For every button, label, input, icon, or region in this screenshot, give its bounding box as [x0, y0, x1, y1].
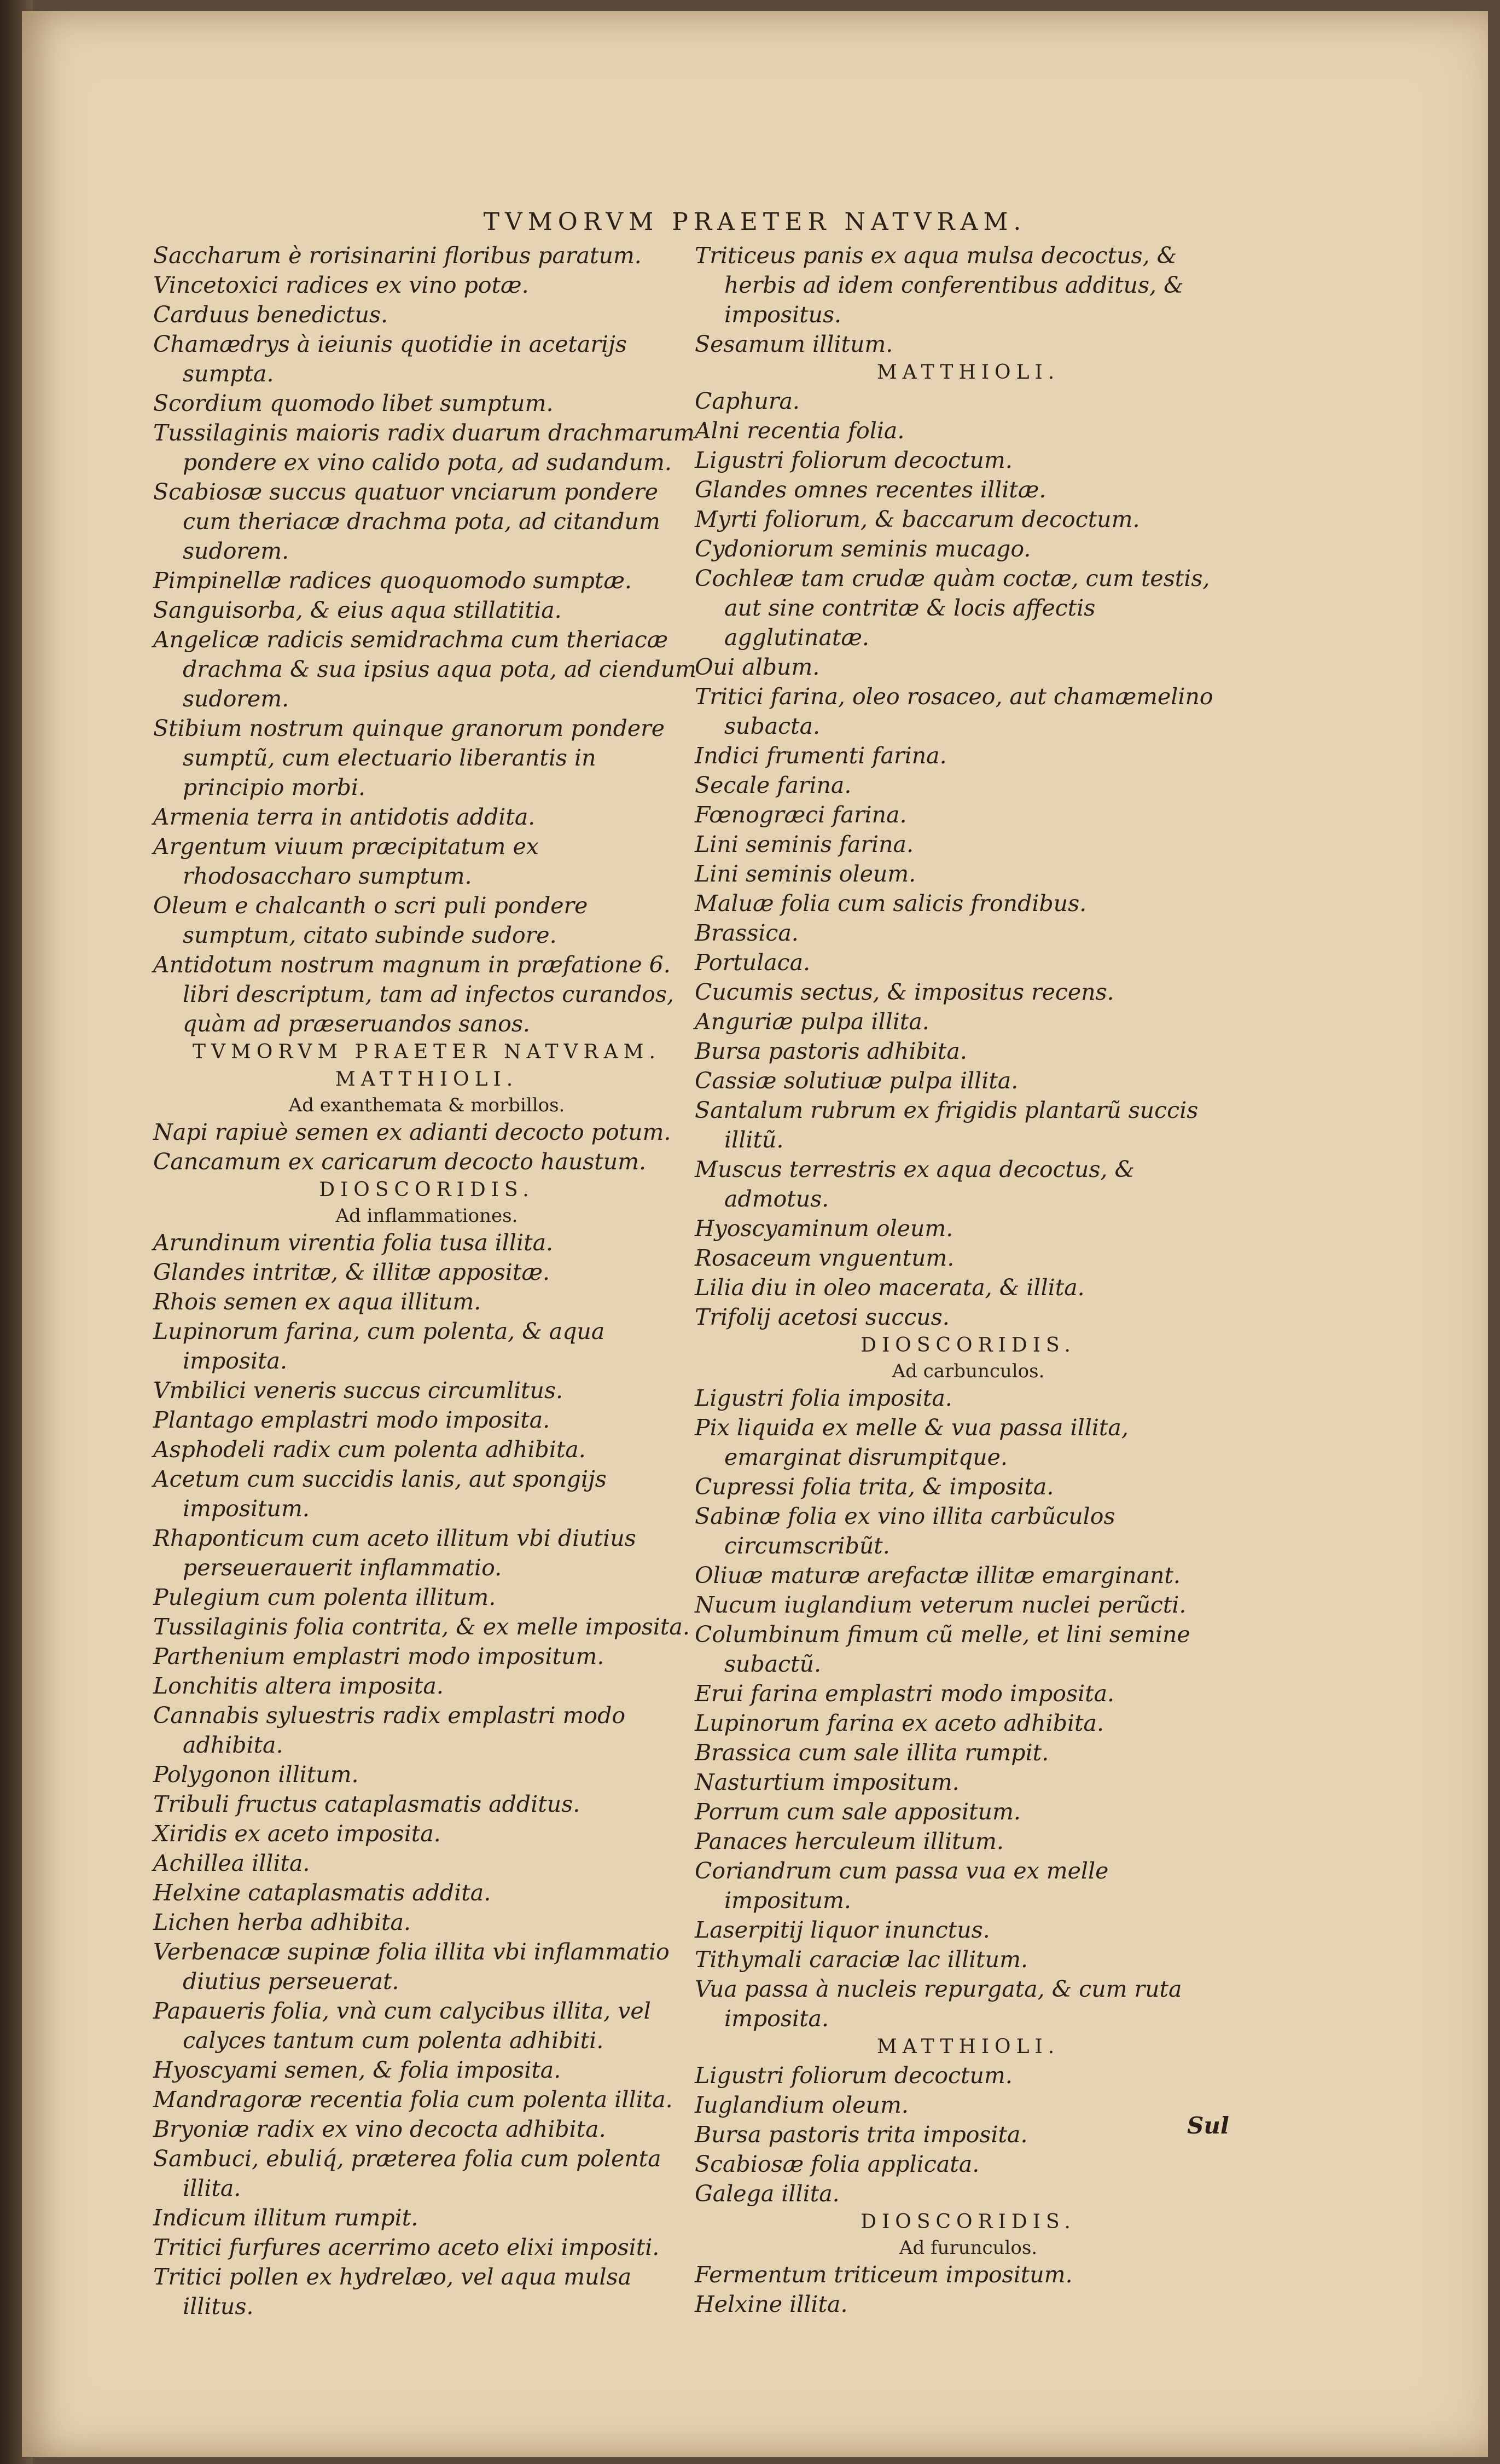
remedy-entry: Xiridis ex aceto imposita.	[153, 1821, 441, 1847]
remedy-entry: Angelicæ radicis semidrachma cum theriacæ drachma & sua ipsius aqua pota, ad ciendum sudorem.	[153, 627, 696, 712]
remedy-entry: Vua passa à nucleis repurgata, & cum ruta imposita.	[695, 1976, 1182, 2032]
remedy-entry: Cannabis syluestris radix emplastri modo adhibita.	[153, 1702, 626, 1758]
remedy-entry: Helxine illita.	[695, 2291, 848, 2317]
remedy-entry: Lini seminis farina.	[695, 831, 914, 857]
section-heading: MATTHIOLI.	[876, 2036, 1060, 2058]
remedy-entry: Lupinorum farina ex aceto adhibita.	[695, 1710, 1104, 1736]
remedy-entry: Columbinum fimum cũ melle, et lini semine subactũ.	[695, 1621, 1190, 1677]
remedy-entry: Anguriæ pulpa illita.	[695, 1008, 929, 1035]
remedy-entry: Fœnogræci farina.	[695, 802, 907, 828]
remedy-entry: Tussilaginis maioris radix duarum drachmarum pondere ex vino calido pota, ad sudandum.	[153, 420, 695, 476]
remedy-entry: Oui album.	[695, 654, 820, 680]
remedy-entry: Lupinorum farina, cum polenta, & aqua imposita.	[153, 1318, 605, 1374]
section-subheading: Ad exanthemata & morbillos.	[288, 1094, 565, 1116]
section-heading: DIOSCORIDIS.	[319, 1179, 534, 1201]
remedy-entry: Ligustri folia imposita.	[695, 1385, 952, 1411]
remedy-entry: Brassica.	[695, 920, 799, 946]
remedy-entry: Polygonon illitum.	[153, 1761, 359, 1788]
remedy-entry: Glandes omnes recentes illitæ.	[695, 477, 1046, 503]
remedy-entry: Trifolij acetosi succus.	[695, 1304, 950, 1330]
running-head: TVMORVM PRAETER NATVRAM.	[483, 208, 1027, 236]
remedy-entry: Myrti foliorum, & baccarum decoctum.	[695, 506, 1140, 532]
remedy-entry: Ligustri foliorum decoctum.	[695, 447, 1013, 473]
remedy-entry: Achillea illita.	[153, 1850, 310, 1876]
section-heading: DIOSCORIDIS.	[861, 1334, 1076, 1356]
remedy-entry: Acetum cum succidis lanis, aut spongijs impositum.	[153, 1466, 607, 1522]
remedy-entry: Stibium nostrum quinque granorum pondere sumptũ, cum electuario liberantis in principio morbi.	[153, 715, 665, 801]
remedy-entry: Caphura.	[695, 388, 800, 414]
section-subheading: Ad furunculos.	[899, 2237, 1038, 2259]
remedy-entry: Argentum viuum præcipitatum ex rhodosaccharo sumptum.	[153, 833, 539, 889]
remedy-entry: Antidotum nostrum magnum in præfatione 6. libri descriptum, tam ad infectos curandos, quàm ad præseruandos sanos.	[153, 952, 675, 1037]
remedy-entry: Tritici farina, oleo rosaceo, aut chamæmelino subacta.	[695, 683, 1213, 739]
remedy-entry: Saccharum è rorisinarini floribus paratum.	[153, 242, 642, 269]
section-heading: TVMORVM PRAETER NATVRAM.	[193, 1041, 661, 1063]
remedy-entry: Sesamum illitum.	[695, 331, 893, 357]
remedy-entry: Sabinæ folia ex vino illita carbũculos circumscribũt.	[695, 1503, 1115, 1559]
remedy-entry: Lini seminis oleum.	[695, 861, 916, 887]
remedy-entry: Verbenacæ supinæ folia illita vbi inflammatio diutius perseuerat.	[153, 1939, 670, 1995]
section-heading: DIOSCORIDIS.	[861, 2211, 1076, 2233]
remedy-entry: Vincetoxici radices ex vino potæ.	[153, 272, 529, 298]
remedy-entry: Nasturtium impositum.	[695, 1769, 960, 1795]
remedy-entry: Pimpinellæ radices quoquomodo sumptæ.	[153, 567, 632, 594]
remedy-entry: Arundinum virentia folia tusa illita.	[153, 1230, 554, 1256]
remedy-entry: Vmbilici veneris succus circumlitus.	[153, 1377, 563, 1404]
remedy-entry: Erui farina emplastri modo imposita.	[695, 1680, 1115, 1707]
section-subheading: Ad carbunculos.	[892, 1360, 1045, 1382]
remedy-entry: Alni recentia folia.	[695, 418, 905, 444]
remedy-entry: Cupressi folia trita, & imposita.	[695, 1474, 1054, 1500]
remedy-entry: Pix liquida ex melle & vua passa illita, emarginat disrumpitque.	[695, 1414, 1129, 1470]
remedy-entry: Nucum iuglandium veterum nuclei perũcti.	[695, 1592, 1187, 1618]
remedy-entry: Rhois semen ex aqua illitum.	[153, 1289, 481, 1315]
remedy-entry: Hyoscyaminum oleum.	[695, 1215, 954, 1242]
remedy-entry: Papaueris folia, vnà cum calycibus illita, vel calyces tantum cum polenta adhibiti.	[153, 1998, 651, 2054]
catchword: Sul	[1187, 2112, 1229, 2139]
remedy-entry: Coriandrum cum passa vua ex melle impositum.	[695, 1858, 1109, 1914]
remedy-entry: Parthenium emplastri modo impositum.	[153, 1643, 604, 1669]
remedy-entry: Scordium quomodo libet sumptum.	[153, 390, 554, 416]
remedy-entry: Cucumis sectus, & impositus recens.	[695, 979, 1114, 1005]
remedy-entry: Tussilaginis folia contrita, & ex melle imposita.	[153, 1614, 690, 1640]
right-column	[695, 241, 1242, 2319]
remedy-entry: Cydoniorum seminis mucago.	[695, 536, 1031, 562]
remedy-entry: Cochleæ tam crudæ quàm coctæ, cum testis, aut sine contritæ & locis affectis agglutinatæ.	[695, 565, 1210, 651]
remedy-entry: Hyoscyami semen, & folia imposita.	[153, 2057, 561, 2083]
remedy-entry: Sambuci, ebuliq́, præterea folia cum polenta illita.	[153, 2146, 661, 2201]
remedy-entry: Lonchitis altera imposita.	[153, 1673, 444, 1699]
remedy-entry: Tribuli fructus cataplasmatis additus.	[153, 1791, 580, 1817]
remedy-entry: Bursa pastoris trita imposita.	[695, 2121, 1028, 2148]
remedy-entry: Laserpitij liquor inunctus.	[695, 1917, 990, 1943]
remedy-entry: Ligustri foliorum decoctum.	[695, 2062, 1013, 2089]
book-page	[22, 11, 1488, 2457]
remedy-entry: Portulaca.	[695, 949, 811, 976]
section-subheading: Ad inflammationes.	[335, 1205, 518, 1227]
remedy-entry: Triticeus panis ex aqua mulsa decoctus, & herbis ad idem conferentibus additus, & impositus.	[695, 242, 1184, 328]
remedy-entry: Pulegium cum polenta illitum.	[153, 1584, 496, 1610]
remedy-entry: Tithymali caraciæ lac illitum.	[695, 1946, 1028, 1973]
remedy-entry: Glandes intritæ, & illitæ appositæ.	[153, 1259, 550, 1285]
remedy-entry: Bryoniæ radix ex vino decocta adhibita.	[153, 2116, 606, 2142]
remedy-entry: Scabiosæ succus quatuor vnciarum pondere cum theriacæ drachma pota, ad citandum sudorem.	[153, 479, 660, 564]
remedy-entry: Rosaceum vnguentum.	[695, 1245, 955, 1271]
remedy-entry: Napi rapiuè semen ex adianti decocto potum.	[153, 1119, 671, 1145]
remedy-entry: Porrum cum sale appositum.	[695, 1799, 1021, 1825]
remedy-entry: Mandragoræ recentia folia cum polenta illita.	[153, 2086, 673, 2113]
remedy-entry: Maluæ folia cum salicis frondibus.	[695, 890, 1087, 917]
remedy-entry: Cassiæ solutiuæ pulpa illita.	[695, 1068, 1019, 1094]
remedy-entry: Scabiosæ folia applicata.	[695, 2151, 980, 2177]
remedy-entry: Bursa pastoris adhibita.	[695, 1038, 967, 1064]
remedy-entry: Indici frumenti farina.	[695, 743, 947, 769]
remedy-entry: Carduus benedictus.	[153, 302, 388, 328]
remedy-entry: Secale farina.	[695, 772, 852, 798]
remedy-entry: Cancamum ex caricarum decocto haustum.	[153, 1149, 647, 1175]
remedy-entry: Asphodeli radix cum polenta adhibita.	[153, 1436, 586, 1463]
remedy-entry: Armenia terra in antidotis addita.	[153, 804, 536, 830]
remedy-entry: Iuglandium oleum.	[695, 2092, 909, 2118]
remedy-entry: Plantago emplastri modo imposita.	[153, 1407, 550, 1433]
remedy-entry: Sanguisorba, & eius aqua stillatitia.	[153, 597, 562, 623]
remedy-entry: Oliuæ maturæ arefactæ illitæ emarginant.	[695, 1562, 1181, 1588]
remedy-entry: Oleum e chalcanth o scri puli pondere sumptum, citato subinde sudore.	[153, 892, 588, 948]
remedy-entry: Helxine cataplasmatis addita.	[153, 1880, 491, 1906]
remedy-entry: Fermentum triticeum impositum.	[695, 2262, 1073, 2288]
remedy-entry: Santalum rubrum ex frigidis plantarũ succis illitũ.	[695, 1097, 1199, 1153]
remedy-entry: Rhaponticum cum aceto illitum vbi diutius perseuerauerit inflammatio.	[153, 1525, 636, 1581]
remedy-entry: Panaces herculeum illitum.	[695, 1828, 1004, 1854]
remedy-entry: Muscus terrestris ex aqua decoctus, & admotus.	[695, 1156, 1135, 1212]
remedy-entry: Indicum illitum rumpit.	[153, 2205, 418, 2231]
remedy-entry: Galega illita.	[695, 2181, 840, 2207]
remedy-entry: Tritici furfures acerrimo aceto elixi impositi.	[153, 2234, 660, 2260]
remedy-entry: Lilia diu in oleo macerata, & illita.	[695, 1274, 1085, 1301]
remedy-entry: Tritici pollen ex hydrelæo, vel aqua mulsa illitus.	[153, 2264, 632, 2320]
left-column	[153, 241, 700, 2321]
section-heading: MATTHIOLI.	[876, 361, 1060, 384]
remedy-entry: Chamædrys à ieiunis quotidie in acetarijs sumpta.	[153, 331, 627, 387]
remedy-entry: Brassica cum sale illita rumpit.	[695, 1740, 1049, 1766]
section-heading: MATTHIOLI.	[335, 1068, 519, 1091]
remedy-entry: Lichen herba adhibita.	[153, 1909, 411, 1935]
